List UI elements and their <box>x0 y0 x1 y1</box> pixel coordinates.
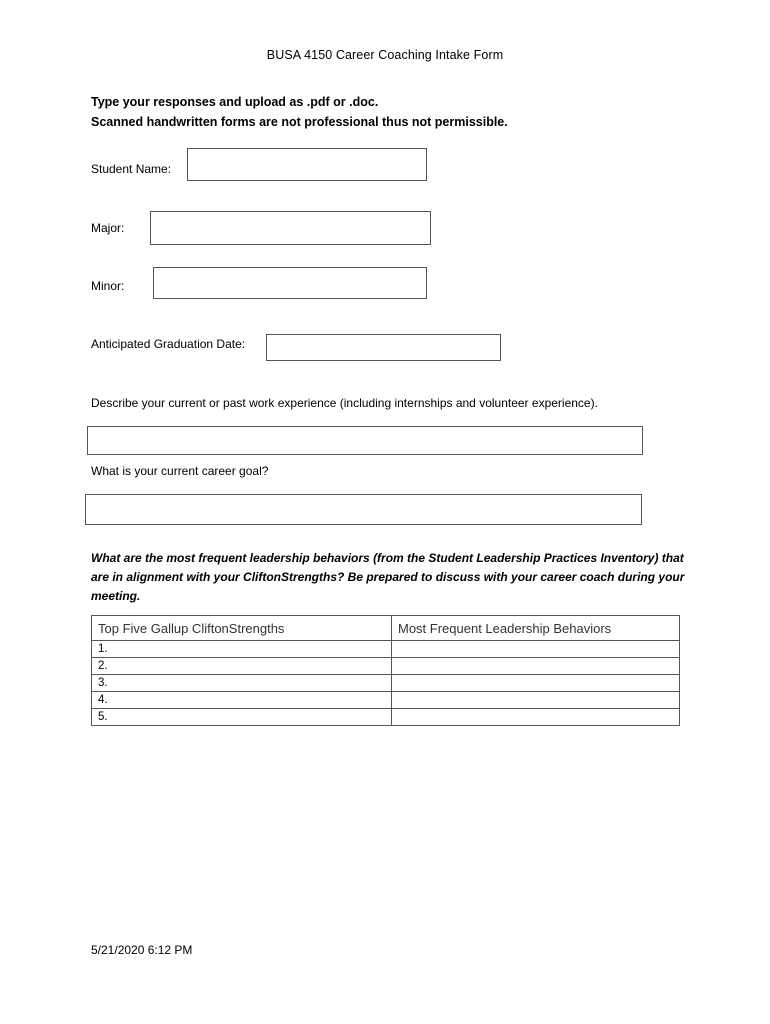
table-row <box>92 658 680 675</box>
major-label: Major: <box>91 221 125 235</box>
career-goal-question: What is your current career goal? <box>91 464 269 478</box>
behavior-cell[interactable] <box>392 641 680 658</box>
major-field[interactable] <box>150 211 431 245</box>
table-row <box>92 675 680 692</box>
career-goal-field[interactable] <box>85 494 642 525</box>
behavior-cell[interactable] <box>392 658 680 675</box>
behavior-cell[interactable] <box>392 692 680 709</box>
footer-timestamp: 5/21/2020 6:12 PM <box>91 943 193 957</box>
grad-date-field[interactable] <box>266 334 501 361</box>
table-row <box>92 692 680 709</box>
table-header-row <box>92 616 680 641</box>
strength-cell[interactable]: 4. <box>92 692 392 709</box>
strengths-column-header: Top Five Gallup CliftonStrengths <box>92 616 392 641</box>
behaviors-column-header: Most Frequent Leadership Behaviors <box>392 616 680 641</box>
grad-date-label: Anticipated Graduation Date: <box>91 337 246 351</box>
strength-cell[interactable]: 2. <box>92 658 392 675</box>
instruction-line-2: Scanned handwritten forms are not professional thus not permissible. <box>91 115 508 129</box>
leadership-prompt: What are the most frequent leadership behaviors (from the Student Leadership Practices Inventory) that are in alignment with your CliftonStrengths? Be prepared to discuss with your career coach during your meeting. <box>91 551 685 603</box>
minor-field[interactable] <box>153 267 427 299</box>
student-name-label: Student Name: <box>91 162 172 176</box>
table-row <box>92 709 680 726</box>
work-experience-field[interactable] <box>87 426 643 455</box>
strength-cell[interactable]: 5. <box>92 709 392 726</box>
strength-cell[interactable]: 1. <box>92 641 392 658</box>
behavior-cell[interactable] <box>392 709 680 726</box>
behavior-cell[interactable] <box>392 675 680 692</box>
strengths-table <box>91 615 680 726</box>
form-title: BUSA 4150 Career Coaching Intake Form <box>266 48 504 62</box>
strength-cell[interactable]: 3. <box>92 675 392 692</box>
student-name-field[interactable] <box>187 148 427 181</box>
table-row <box>92 641 680 658</box>
minor-label: Minor: <box>91 279 125 293</box>
work-experience-question: Describe your current or past work experience (including internships and volunteer experience). <box>91 396 598 410</box>
instruction-line-1: Type your responses and upload as .pdf or .doc. <box>91 95 379 109</box>
